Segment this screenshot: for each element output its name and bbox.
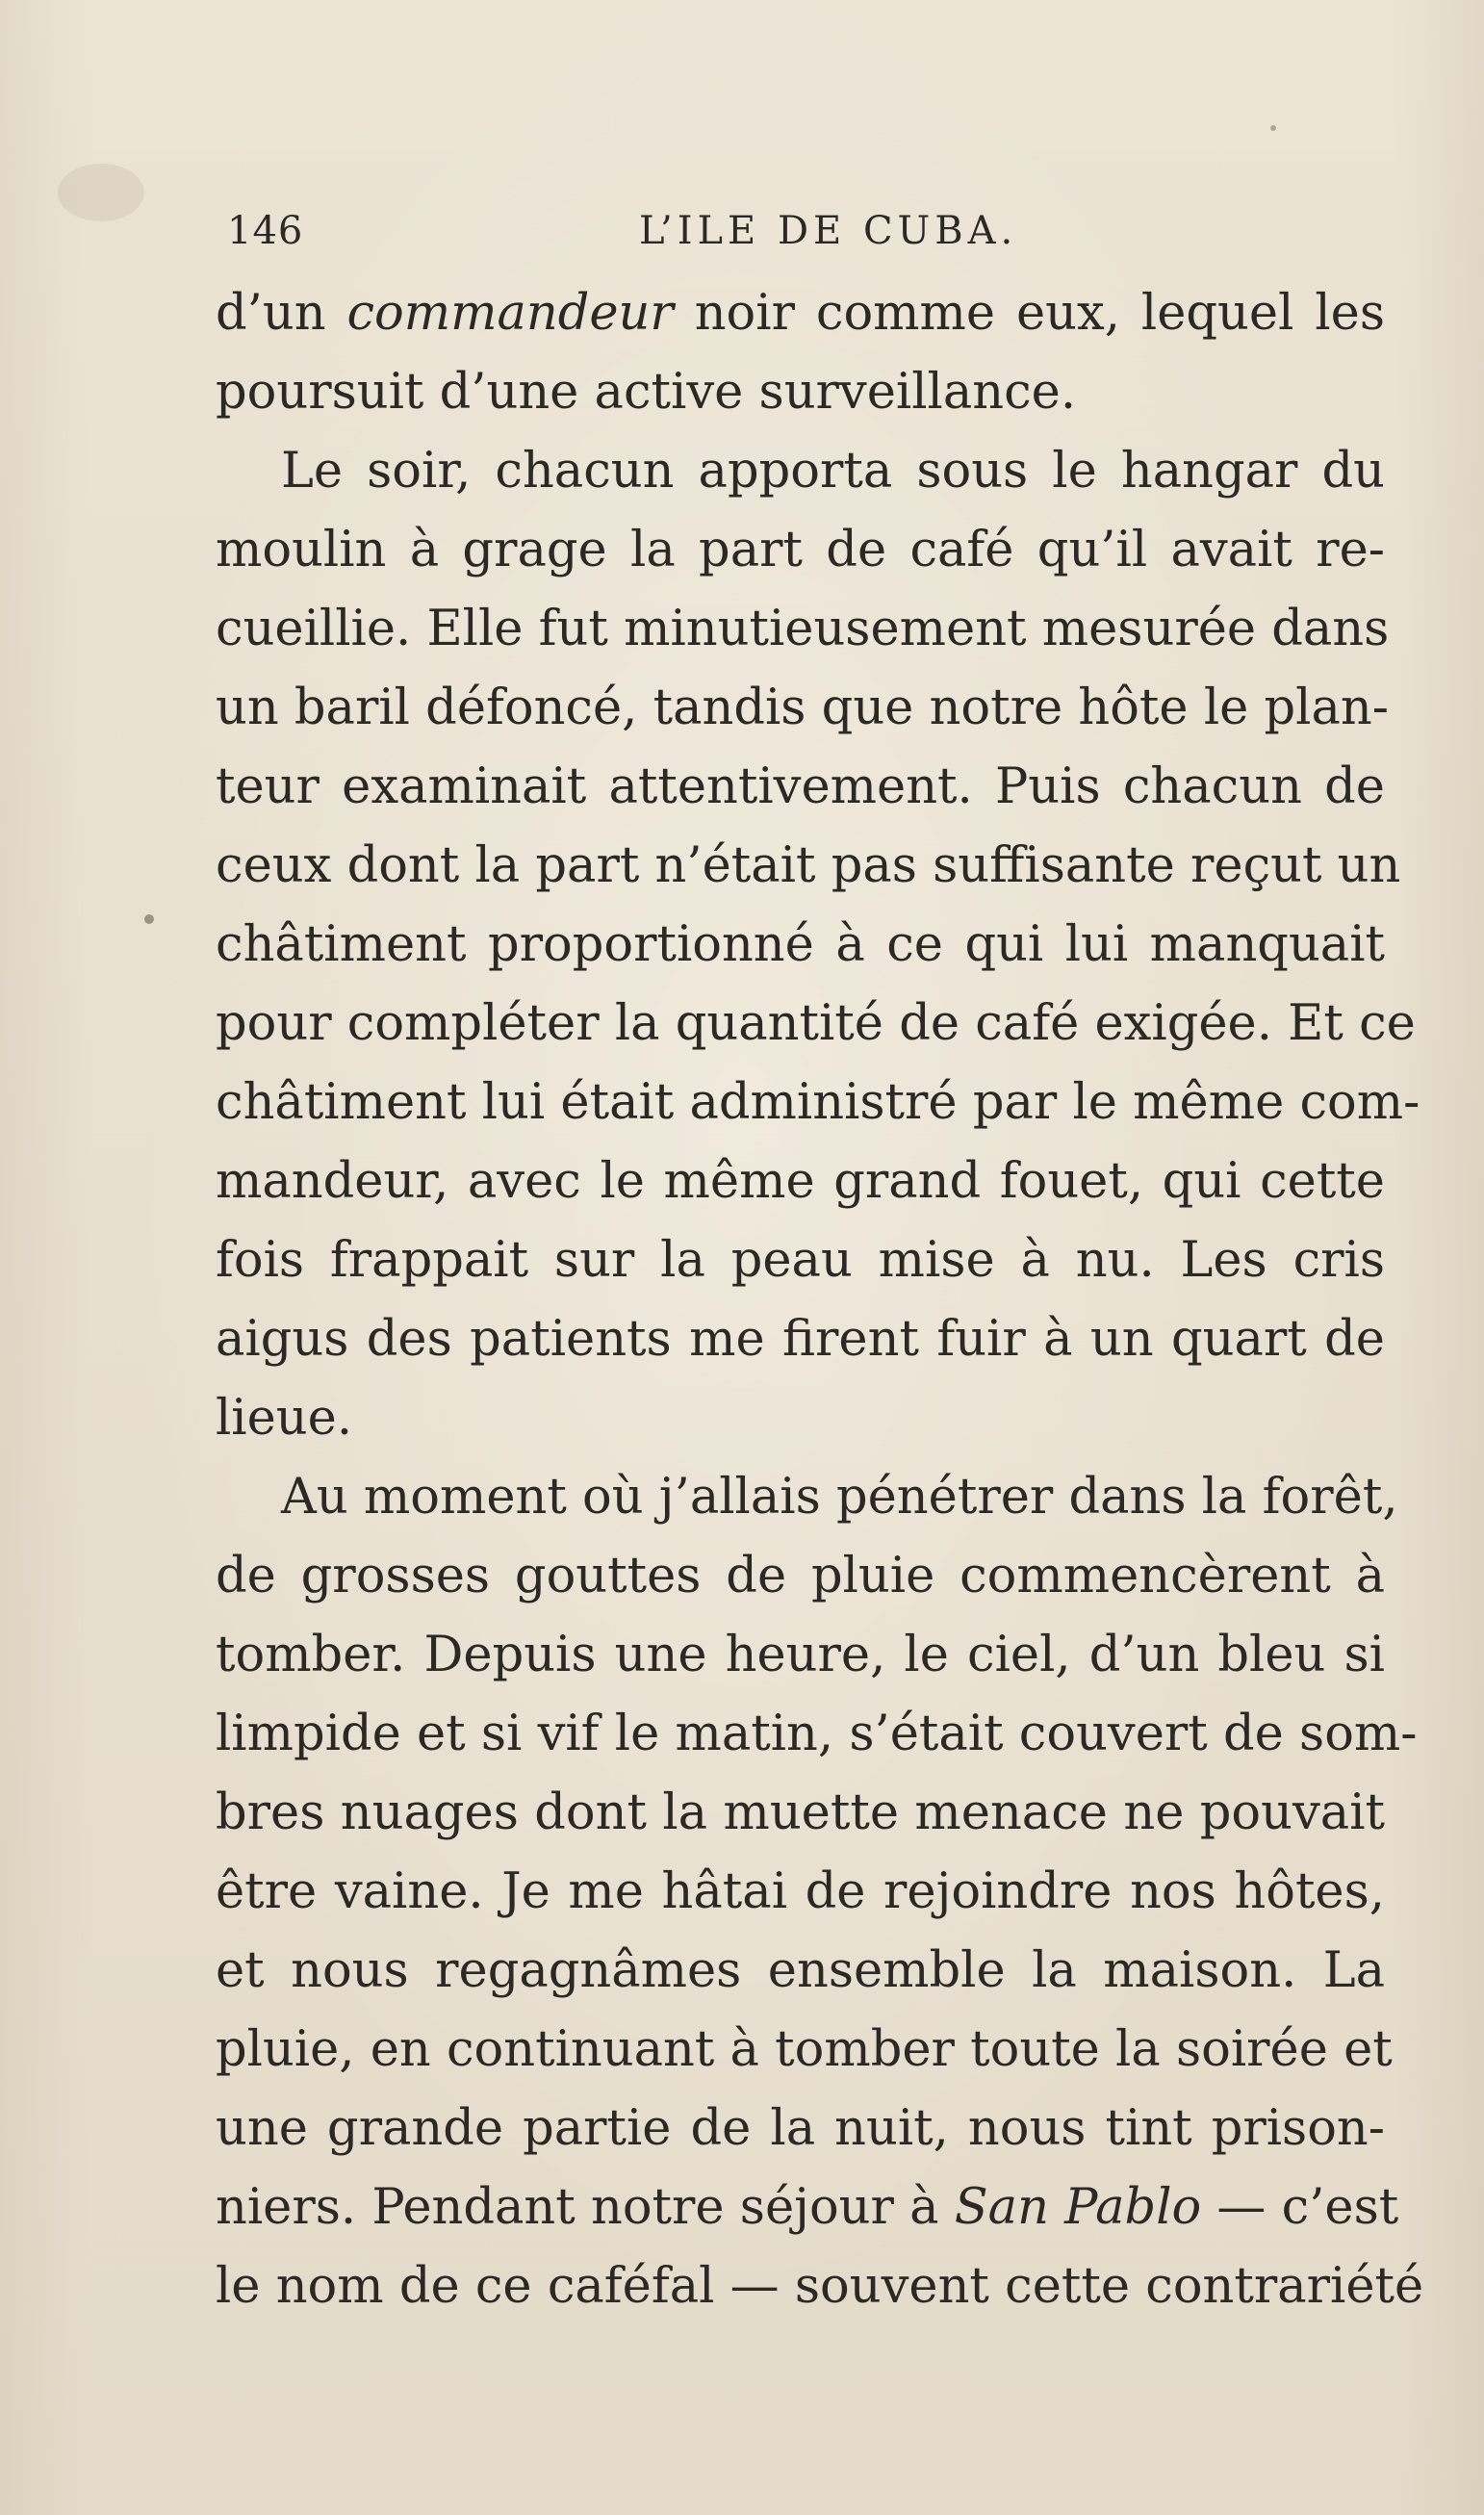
text-line: aigus des patients me firent fuir à un quart de — [216, 1311, 1385, 1368]
text-segment: niers. Pendant notre séjour à — [216, 2179, 955, 2236]
text-line: de grosses gouttes de pluie commencèrent à — [216, 1548, 1385, 1604]
text-line: tomber. Depuis une heure, le ciel, d’un bleu si — [216, 1627, 1385, 1683]
text-line: lieue. — [216, 1390, 353, 1447]
italic-term: commandeur — [346, 285, 674, 342]
text-line: Le soir, chacun apporta sous le hangar du — [281, 443, 1385, 500]
text-line: ceux dont la part n’était pas suffisante reçut un — [216, 837, 1401, 894]
running-title: L’ILE DE CUBA. — [639, 209, 1018, 253]
text-line: cueillie. Elle fut minutieusement mesurée dans — [216, 601, 1390, 657]
text-line: moulin à grage la part de café qu’il avait re- — [216, 522, 1385, 578]
text-segment: noir comme eux, lequel les — [673, 285, 1385, 342]
text-line: teur examinait attentivement. Puis chacun de — [216, 758, 1385, 815]
text-segment: d’un — [216, 285, 347, 342]
text-line: fois frappait sur la peau mise à nu. Les cris — [216, 1232, 1385, 1289]
text-line: poursuit d’une active surveillance. — [216, 364, 1077, 421]
text-line: pluie, en continuant à tomber toute la soirée et — [216, 2021, 1393, 2078]
italic-place-name: San Pablo — [954, 2179, 1202, 2236]
text-line: et nous regagnâmes ensemble la maison. La — [216, 1942, 1385, 1999]
text-line: le nom de ce caféfal — souvent cette contrariété — [216, 2258, 1424, 2315]
page-number: 146 — [227, 209, 304, 253]
text-line — [216, 274, 1385, 353]
text-segment: — c’est — [1201, 2179, 1399, 2236]
body-text — [216, 274, 1424, 2326]
running-head — [227, 197, 1055, 265]
text-line: limpide et si vif le matin, s’était couvert de som- — [216, 1706, 1418, 1762]
text-line: une grande partie de la nuit, nous tint prison- — [216, 2100, 1385, 2157]
text-line: châtiment lui était administré par le même com- — [216, 1074, 1420, 1131]
paper-stain — [58, 164, 144, 221]
paper-stain — [1270, 125, 1276, 131]
text-line: Au moment où j’allais pénétrer dans la forêt, — [281, 1469, 1398, 1526]
text-line: pour compléter la quantité de café exigée. Et ce — [216, 995, 1416, 1052]
text-line: mandeur, avec le même grand fouet, qui cette — [216, 1153, 1385, 1210]
text-line: châtiment proportionné à ce qui lui manquait — [216, 916, 1385, 973]
paper-stain — [144, 914, 154, 924]
text-line: être vaine. Je me hâtai de rejoindre nos hôtes, — [216, 1863, 1385, 1920]
text-line — [216, 2169, 1399, 2247]
text-line: bres nuages dont la muette menace ne pouvait — [216, 1784, 1385, 1841]
text-line: un baril défoncé, tandis que notre hôte le plan- — [216, 680, 1389, 736]
